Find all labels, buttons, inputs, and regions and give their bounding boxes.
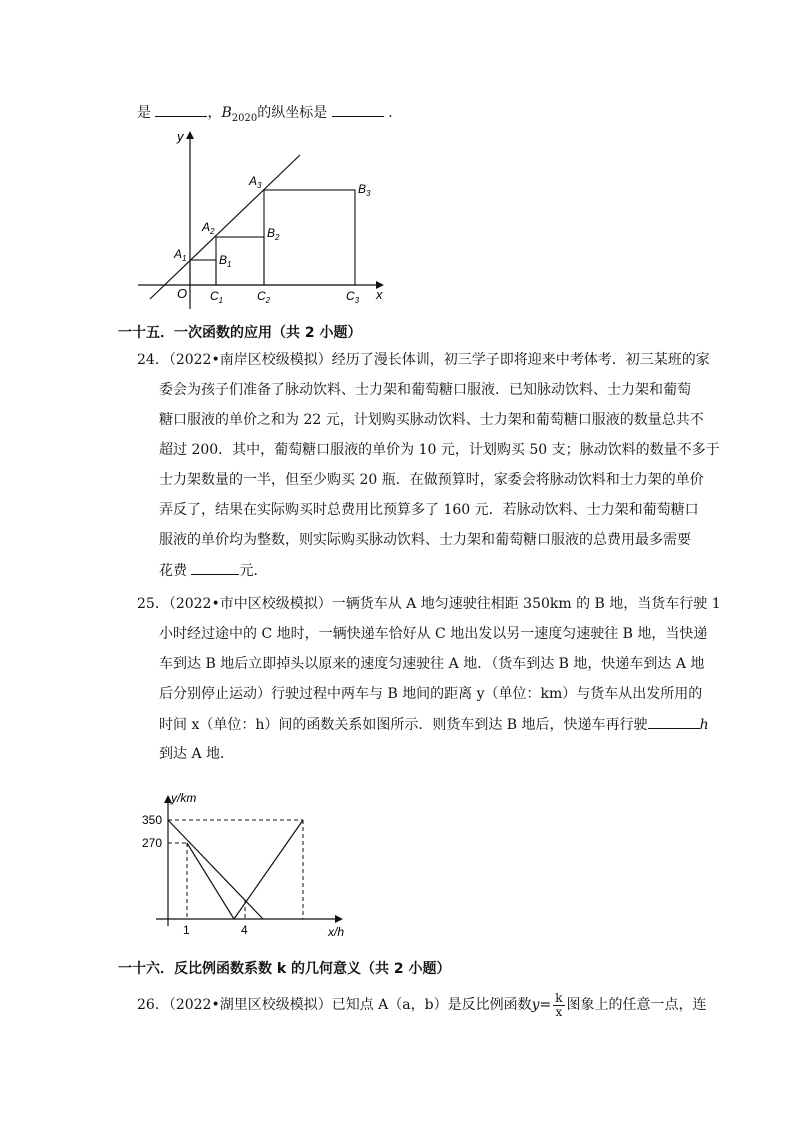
q24-line: 24．（2022•南岸区校级模拟）经历了漫长体训，初三学子即将迎来中考体考．初三某班的家 (137, 352, 710, 368)
b-label: B (221, 105, 232, 121)
period: . (388, 105, 393, 121)
q25-line: 25．（2022•市中区校级模拟）一辆货车从 A 地匀速驶往相距 350km 的 B 地，当货车行驶 1 (137, 596, 721, 612)
x-axis-arrow (335, 915, 343, 923)
y-axis-label: y (177, 129, 184, 144)
answer-blank[interactable] (332, 102, 384, 117)
q24-line: 弄反了，结果在实际购买时总费用比预算多了 160 元．若脉动饮料、士力架和葡萄糖口 (159, 502, 699, 518)
tick-270: 270 (142, 836, 163, 850)
label-a1: $A_1$ (174, 247, 187, 263)
section-heading-15: 一十五．一次函数的应用（共 2 小题） (118, 325, 362, 341)
origin-label: O (177, 286, 188, 301)
figure-staircase (130, 125, 400, 310)
q25-line: 小时经过途中的 C 地时，一辆快递车恰好从 C 地出发以另一速度匀速驶往 B 地，当快递 (159, 626, 708, 642)
function-lhs: y= (531, 997, 552, 1013)
text: 的纵坐标是 (257, 105, 328, 121)
unit: h (699, 717, 709, 733)
q25-line: 到达 A 地． (159, 746, 235, 762)
label-a2: $A_2$ (202, 220, 215, 236)
tick-350: 350 (142, 813, 163, 827)
q25-line: 车到达 B 地后立即掉头以原来的速度匀速驶往 A 地．（货车到达 B 地，快递车到达 A 地 (159, 656, 705, 672)
courier-line-2 (234, 820, 303, 919)
text: 时间 x（单位：h）间的函数关系如图所示．则货车到达 B 地后，快递车再行驶 (159, 717, 648, 733)
denominator: x (555, 1004, 563, 1019)
label-c2: $C_2$ (257, 289, 271, 305)
b-subscript: 2020 (231, 112, 258, 124)
y-axis-arrow (186, 131, 194, 139)
truck-line (168, 820, 263, 919)
q24-line: 士力架数量的一半，但至少购买 20 瓶．在做预算时，家委会将脉动饮料和士力架的单价 (159, 472, 704, 488)
fraction-k-over-x (553, 992, 564, 1019)
x-axis-label: x/h (328, 925, 345, 939)
tick-1: 1 (183, 923, 190, 937)
q24-line: 糖口服液的单价之和为 22 元，计划购买脉动饮料、士力架和葡萄糖口服液的数量总共不 (159, 412, 704, 428)
tick-4: 4 (241, 923, 248, 937)
label-b1: $B_1$ (219, 253, 232, 269)
y-axis-label: y/km (171, 791, 197, 805)
q26-line (137, 990, 707, 1020)
text: 26．（2022•湖里区校级模拟）已知点 A（a，b）是反比例函数 (137, 997, 532, 1013)
numerator: k (555, 990, 563, 1005)
text: 元． (239, 563, 268, 579)
section-heading-16: 一十六．反比例函数系数 k 的几何意义（共 2 小题） (118, 961, 451, 977)
answer-blank[interactable] (191, 560, 239, 575)
text: 图象上的任意一点，连 (566, 997, 707, 1013)
comma: ， (207, 105, 222, 121)
text: 是 (137, 105, 151, 121)
label-b2: $B_2$ (267, 226, 280, 242)
q25-line: 后分别停止运动）行驶过程中两车与 B 地间的距离 y（单位：km）与货车从出发所用的 (159, 686, 703, 702)
x-axis-label: x (376, 287, 383, 302)
figure-distance-time (138, 790, 353, 940)
q24-line: 超过 200．其中，葡萄糖口服液的单价为 10 元，计划购买 50 支；脉动饮料的数量不多于 (159, 442, 720, 458)
square-1 (190, 260, 216, 285)
line-l (150, 155, 300, 299)
label-c1: $C_1$ (210, 289, 224, 305)
label-c3: $C_3$ (346, 289, 360, 305)
answer-blank[interactable] (155, 102, 207, 117)
answer-blank[interactable] (648, 714, 700, 729)
q24-line: 委会为孩子们准备了脉动饮料、士力架和葡萄糖口服液．已知脉动饮料、士力架和葡萄 (159, 382, 691, 398)
q25-line (159, 714, 709, 735)
label-a3: $A_3$ (249, 174, 262, 190)
text: 花费 (159, 563, 187, 579)
q24-last-line (159, 560, 267, 581)
q24-line: 服液的单价均为整数，则实际购买脉动饮料、士力架和葡萄糖口服液的总费用最多需要 (159, 532, 691, 548)
label-b3: $B_3$ (358, 182, 371, 198)
